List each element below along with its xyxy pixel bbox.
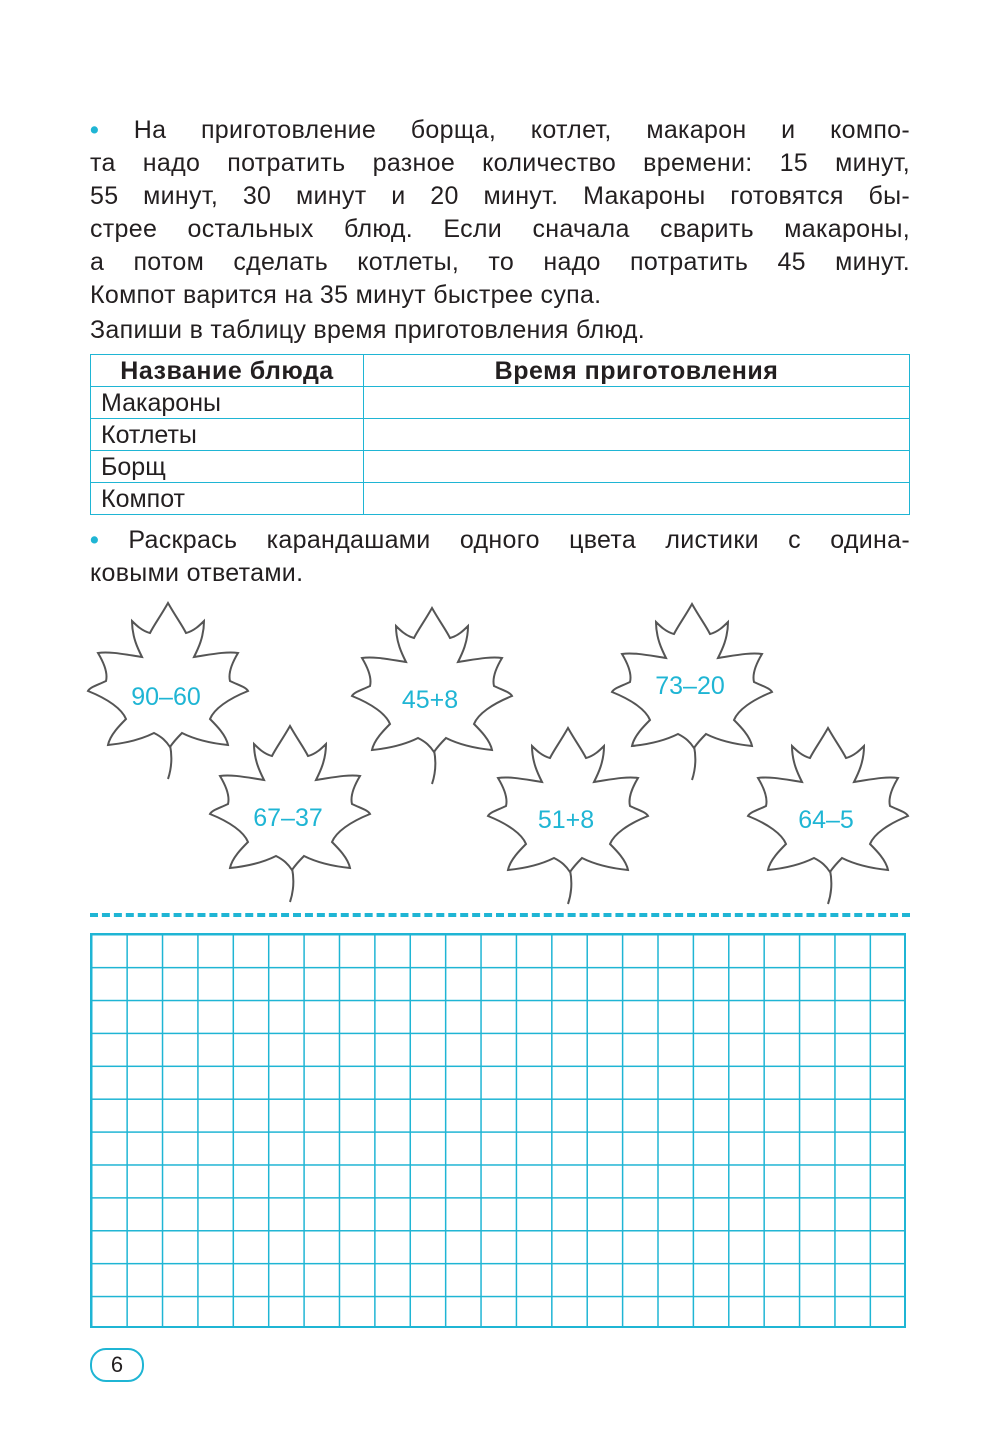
maple-leaf-icon: [748, 728, 908, 872]
maple-leaf-icon: [88, 603, 248, 747]
table-header-row: [91, 355, 910, 387]
time-cell[interactable]: [364, 483, 910, 515]
maple-leaves-area: [0, 590, 987, 905]
dashed-separator: [90, 913, 910, 917]
dish-name-cell: Макароны: [91, 387, 364, 419]
leaf-expression: 51+8: [537, 806, 595, 834]
table-row: [91, 387, 910, 419]
leaf-expression: 90–60: [131, 683, 201, 711]
header-dish-name: Название блюда: [91, 355, 364, 387]
bullet-icon: •: [90, 526, 100, 554]
maple-leaf-icon: [352, 608, 512, 752]
time-cell[interactable]: [364, 387, 910, 419]
leaf-6[interactable]: [748, 728, 908, 904]
header-cooking-time: Время приготовления: [364, 355, 910, 387]
task-2-text: • Раскрась карандашами одного цвета листики с одина- ковыми ответами.: [90, 526, 910, 587]
leaf-expression: 64–5: [798, 806, 854, 834]
maple-leaf-icon: [488, 728, 648, 872]
dish-name-cell: Котлеты: [91, 419, 364, 451]
leaf-expression: 67–37: [253, 804, 323, 832]
dish-name-cell: Борщ: [91, 451, 364, 483]
table-row: [91, 483, 910, 515]
task-1-text: • На приготовление борща, котлет, макарон и компо- та надо потратить разное количество времени: 15 минут, 55 минут, 30 минут и 20 минут. Макароны готовятся бы- стрее остальных блюд. Если сначала сварить макароны, а потом сделать котлеты, то надо потратить 45 минут. Компот варится на 35 минут быстрее супа.: [90, 116, 910, 309]
table-row: [91, 419, 910, 451]
cooking-time-table: [90, 354, 910, 515]
table-row: [91, 451, 910, 483]
leaf-4[interactable]: [488, 728, 648, 904]
leaf-2[interactable]: [210, 726, 370, 902]
leaf-3[interactable]: [352, 608, 512, 784]
leaf-5[interactable]: [612, 604, 772, 780]
page-number: 6: [90, 1348, 144, 1382]
leaf-expression: 45+8: [401, 686, 459, 714]
dish-name-cell: Компот: [91, 483, 364, 515]
maple-leaf-icon: [210, 726, 370, 870]
bullet-icon: •: [90, 116, 100, 144]
time-cell[interactable]: [364, 419, 910, 451]
leaf-1[interactable]: [88, 603, 248, 779]
leaf-expression: 73–20: [655, 672, 725, 700]
instruction-text: Запиши в таблицу время приготовления блюд.: [90, 316, 646, 344]
squared-writing-grid[interactable]: [90, 933, 906, 1328]
time-cell[interactable]: [364, 451, 910, 483]
